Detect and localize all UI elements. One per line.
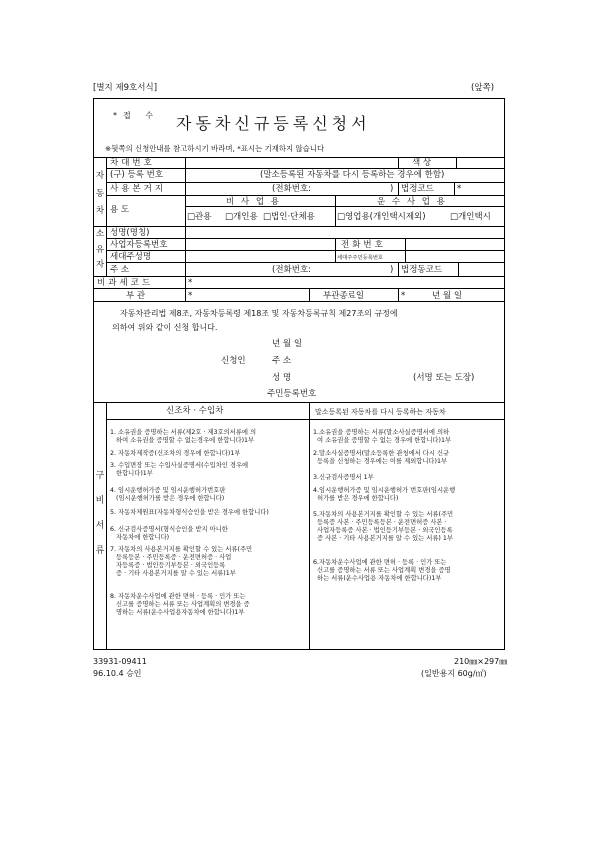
new-import-doc-7: 7. 자동차의 사용본거지를 확인할 수 있는 서류(주민 등록등본 · 주민등록증 · 운전면허증 · 사업 자등록증 · 법인등기부등본 · 외국인등록 증 · 기타 사용본거지를 알 수 있는 서류)1부 [110,546,253,578]
usage-label: 용 도 [110,205,130,215]
applicant-name-label: 성 명 [272,373,292,383]
duty-end-star: * [401,291,406,301]
approval-date: 96.10.4 승인 [93,669,142,678]
page-side-label: (앞쪽) [471,83,495,93]
tax-exempt-code-label: 비과세코드 [97,278,154,288]
new-import-doc-1: 1. 소유권을 증명하는 서류(제2호 · 제3호의서류에 의 하여 소유권을 증명할 수 없는경우에 한합니다)1부 [110,429,257,445]
reregistration-doc-2: 2.말소사실증명서(말소등록한 관청에서 다시 신규 등록을 신청하는 경우에는 이를 제외합니다)1부 [313,450,450,466]
new-import-doc-3: 3. 수입면장 또는 수입사실증명서(수입차인 경우에 한합니다)1부 [110,462,249,478]
usage-option-business[interactable]: □영업용(개인택시제외) [337,212,426,222]
application-date: 년 월 일 [272,339,303,349]
legal-code-star: * [457,184,462,194]
usage-option-corporate[interactable]: □법인·단체용 [263,212,315,222]
household-head-label: 세대주성명 [110,252,152,262]
office-star: * [188,291,193,301]
duty-end-label: 부관종료일 [323,291,365,301]
owner-section-label: 소 유 자 [95,229,105,270]
owner-phone-open: (전화번호: [272,265,312,275]
new-import-doc-5: 5. 자동차제원표(자동차형식승인을 받은 경우에 한합니다) [110,509,269,516]
tax-exempt-star: * [188,278,193,288]
new-import-doc-2: 2. 자동차제작증(신조차의 경우에 한합니다)1부 [110,450,241,457]
applicant-address-label: 주 소 [272,356,292,366]
reregistration-doc-5: 5.자동차의 사용본거지를 확인할 수 있는 서류(주민 등록증 사본 · 주민등록등본 · 운전면허증 사본 · 사업자등록증 사본 · 법인등기부등본 · 외국인등록 증 사본 · 기타 사용본거지를 알 수 있는 서류) 1부 [313,511,454,543]
owner-phone-close: ) [390,265,394,275]
reregistration-doc-4: 4.임시운행허가증 및 임시운행허가 번호판(임시운행 허가를 받은 경우에 한합니다) [313,487,456,503]
new-import-header: 신조차 · 수입차 [166,406,224,416]
owner-address-label: 주 소 [110,265,130,275]
reregistration-header: 말소등록된 자동차를 다시 등록하는 자동차 [315,408,446,416]
statement-line-1: 자동차관리법 제8조, 자동차등록령 제18조 및 자동차등록규칙 제27조의 규정에 [120,309,398,318]
applicant-label: 신청인 [221,356,246,366]
duty-end-date: 년 월 일 [432,291,463,301]
documents-section-label: 구 비 서 류 [95,471,105,556]
reregistration-doc-1: 1.소유권을 증명하는 서류(말소사실증명서에 의하 여 소유권을 증명할 수 없는 경우에 한합니다)1부 [313,429,452,445]
usage-option-personal[interactable]: □개인용 [225,212,258,222]
garage-phone-close: ) [390,184,394,194]
paper-weight: (일반용지 60g/㎡) [421,669,487,678]
chassis-number-label: 차대번호 [110,158,155,168]
office-label: 부 관 [126,291,146,301]
form-number: [별지 제9호서식] [93,83,158,93]
statement-line-2: 의하여 위와 같이 신청 합니다. [112,323,218,332]
signature-note: (서명 또는 도장) [413,373,475,383]
owner-name-label: 성명(명칭) [110,228,150,238]
new-import-doc-6: 6. 신규검사증명서(형식승인을 받지 아니한 자동차에 한합니다) [110,526,228,542]
household-resident-number-label: 세대주주민등록번호 [337,255,384,261]
garage-address-label: 사용본거지 [110,184,167,194]
instruction-note: ※뒷쪽의 신청안내를 참고하시기 바라며, *표시는 기재하지 않습니다 [105,144,325,153]
reregistration-doc-6: 6.자동차운수사업에 관한 면허 · 등록 · 인가 또는 신고를 증명하는 서류 또는 사업계획 변경을 증명 하는 서류(운수사업용 자동차에 한합니다)1부 [313,559,451,583]
paper-size: 210㎜×297㎜ [454,657,508,666]
new-import-doc-4: 4. 임시운행허가증 및 임시운행허가번호판 (임시운행허가를 받은 경우에 한합니다) [110,487,226,503]
vehicle-section-label: 자 동 차 [95,171,105,216]
legal-code-label: 법정코드 [401,184,434,194]
color-field[interactable] [457,158,504,167]
chassis-number-field[interactable] [186,158,397,167]
commercial-header: 운 수 사 업 용 [377,197,447,207]
old-registration-label: (구) 등록 번호 [110,170,164,180]
old-registration-note: (말소등록된 자동차를 다시 등록하는 경우에 한함) [260,170,445,180]
usage-option-government[interactable]: □관용 [187,212,212,222]
business-number-label: 사업자등록번호 [110,240,168,250]
form-title: 자동차신규등록신청서 [176,114,371,133]
owner-name-field[interactable] [186,227,504,237]
garage-phone-label: (전화번호: [272,184,312,194]
legal-dong-code-label: 법정동코드 [401,265,443,275]
form-code: 33931-09411 [93,657,147,666]
reregistration-doc-3: 3.신규검사증명서 1부 [313,474,374,481]
usage-option-private-taxi[interactable]: □개인택시 [450,212,491,222]
applicant-resident-number-label: 주민등록번호 [267,389,317,399]
noncommercial-header: 비 사 업 용 [226,197,281,207]
new-import-doc-8: 8. 자동차운수사업에 관한 면허 · 등록 · 인가 또는 신고를 증명하는 서류 또는 사업계획의 변경을 증 명하는 서류(운수사업용자동차에 한합니다)1부 [110,593,250,617]
receipt-label: *접 수 [113,111,159,120]
color-label: 색 상 [412,158,432,168]
owner-phone-label: 전화번호 [341,240,386,250]
